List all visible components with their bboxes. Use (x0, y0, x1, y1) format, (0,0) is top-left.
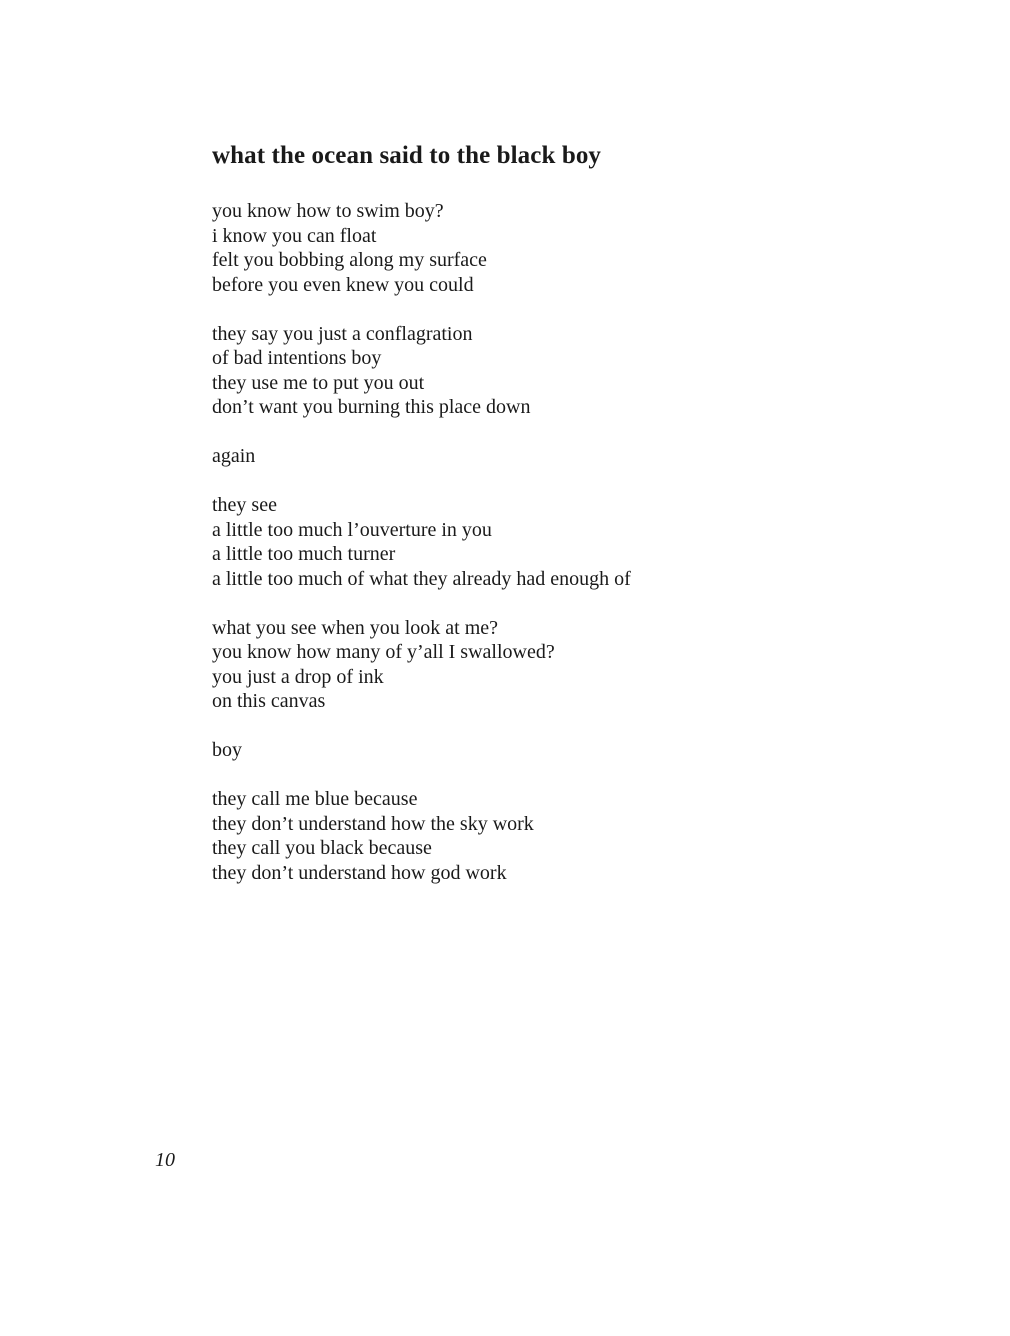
poem-line: of bad intentions boy (212, 347, 382, 369)
stanza-6 (212, 738, 912, 763)
stanza-7 (212, 787, 912, 885)
poem-line: don’t want you burning this place down (212, 396, 531, 418)
poem-line: they call you black because (212, 837, 432, 859)
poem-line: a little too much l’ouverture in you (212, 518, 492, 541)
poem-line: on this canvas (212, 690, 326, 712)
poem-line: they don’t understand how the sky work (212, 812, 534, 835)
page-number: 10 (155, 1149, 175, 1171)
poem-line: they call me blue because (212, 788, 418, 810)
stanza-5 (212, 616, 912, 714)
poem-line: you know how many of y’all I swallowed? (212, 641, 555, 663)
stanza-3 (212, 444, 912, 469)
poem-line: before you even knew you could (212, 273, 474, 296)
poem-line: they use me to put you out (212, 371, 425, 394)
stanza-1 (212, 199, 912, 297)
poem-line: a little too much turner (212, 543, 396, 565)
poem-title: what the ocean said to the black boy (212, 142, 602, 169)
poem-line: again (212, 445, 256, 467)
poem-body (212, 199, 912, 910)
poem-line: they see (212, 494, 277, 516)
poem-line: boy (212, 739, 242, 761)
poem-line: felt you bobbing along my surface (212, 249, 487, 271)
poem-line: they don’t understand how god work (212, 861, 507, 884)
poem-line: you just a drop of ink (212, 665, 384, 688)
stanza-4 (212, 493, 912, 591)
poem-line: you know how to swim boy? (212, 200, 444, 222)
poem-line: a little too much of what they already had enough of (212, 567, 631, 590)
poem-line: what you see when you look at me? (212, 616, 499, 639)
poem-line: they say you just a conflagration (212, 322, 473, 345)
stanza-2 (212, 322, 912, 420)
poem-line: i know you can float (212, 224, 377, 247)
